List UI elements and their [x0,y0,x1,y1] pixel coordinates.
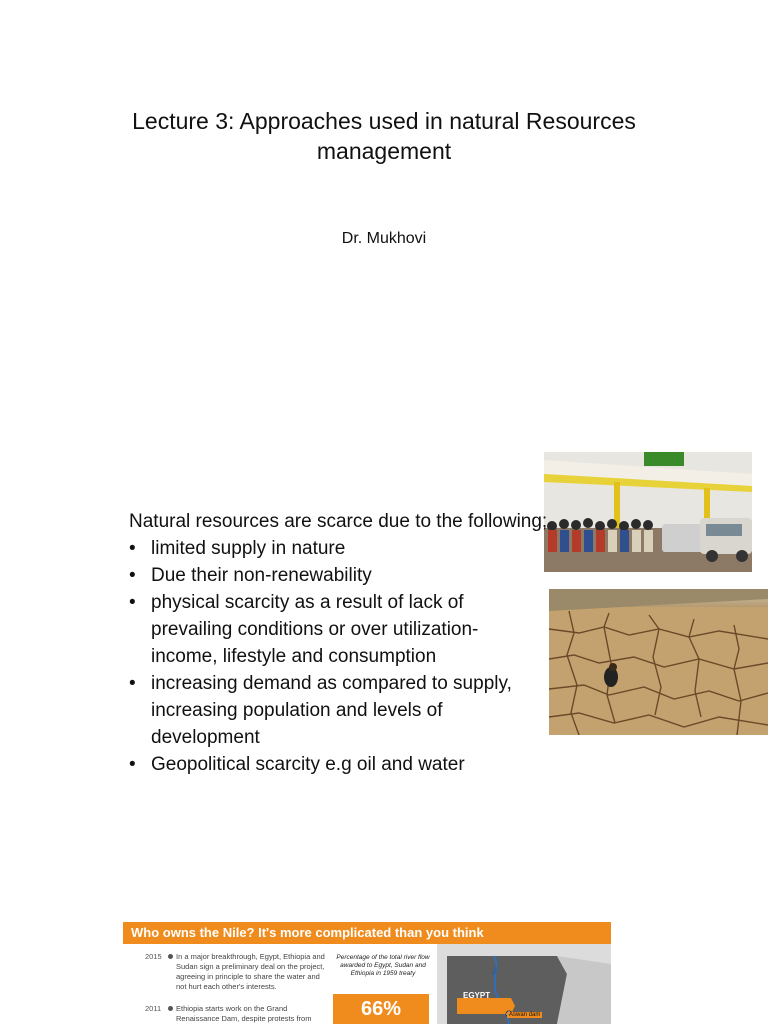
timeline-entry [129,1004,329,1024]
map-country-label: EGYPT [463,991,491,1000]
cracked-dry-land-photo [549,589,768,735]
timeline [129,952,329,1024]
slide-author: Dr. Mukhovi [341,230,427,247]
bullet-item: • Geopolitical scarcity e.g oil and water [129,751,549,778]
nile-infographic [123,922,611,1024]
timeline-dot-icon [168,1006,173,1011]
map-river-label: Nile [491,965,500,977]
bullet-item: • Due their non-renewability [129,562,549,589]
timeline-dot-icon [168,954,173,959]
infographic-heading: Who owns the Nile? It's more complicated than you think [123,922,611,944]
map-dam-label: Aswan dam [509,1012,541,1018]
timeline-text: Ethiopia starts work on the Grand Renaissance Dam, despite protests from [176,1004,312,1023]
flow-share-note: Percentage of the total river flow awarded to Egypt, Sudan and Ethiopia in 1959 treaty [336,954,430,977]
timeline-year: 2011 [145,1004,162,1013]
flow-share-callout [329,952,437,1024]
bullet-item: • physical scarcity as a result of lack of prevailing conditions or over utilization- income, lifestyle and consumption [129,589,549,670]
bullet-item: • limited supply in nature [129,535,549,562]
scarcity-text-block [129,508,549,778]
timeline-text: In a major breakthrough, Egypt, Ethiopia and Sudan sign a preliminary deal on the project, agreeing in principle to share the water and not hurt each other's interests. [176,952,325,991]
timeline-year: 2015 [145,952,162,961]
scarcity-bullet-list [129,535,549,778]
bullet-item: • increasing demand as compared to supply, increasing population and levels of development [129,670,549,751]
fuel-station-queue-photo [544,452,752,572]
flow-share-value: 66% [333,994,429,1024]
timeline-entry [129,952,329,992]
slide-title: Lecture 3: Approaches used in natural Resources management [132,108,636,164]
scarcity-intro: Natural resources are scarce due to the following; [129,511,548,532]
